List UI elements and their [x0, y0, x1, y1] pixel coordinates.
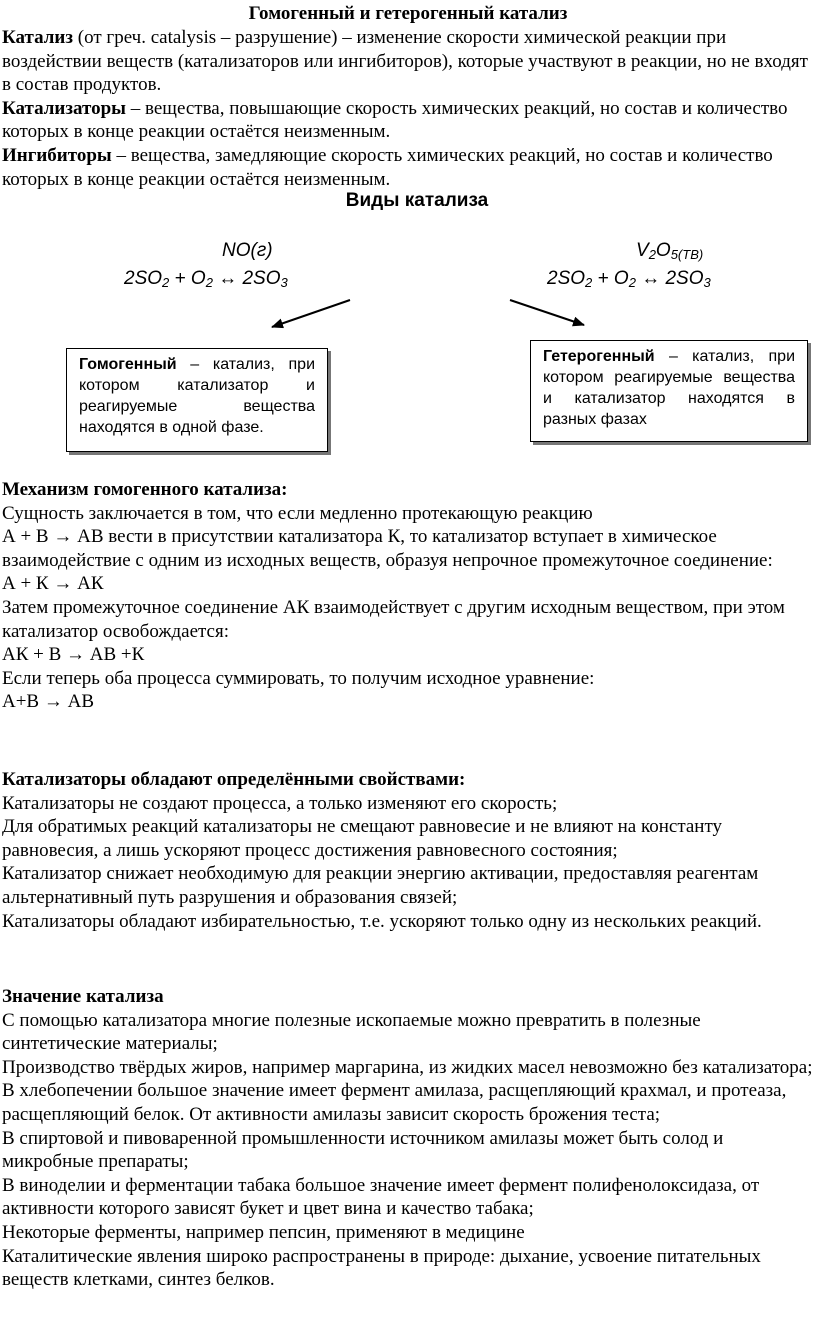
definition-inhibitors-text: – вещества, замедляющие скорость химических реакций, но состав и количество которых в конце реакции остаётся неизменным.	[2, 144, 773, 190]
term-inhibitors: Ингибиторы	[2, 144, 112, 166]
definition-kataliz-text: (от греч. catalysis – разрушение) – изменение скорости химической реакции при воздействии веществ (катализаторов или ингибиторов), которые участвуют в реакции, но не входят в состав продуктов.	[2, 27, 808, 96]
significance-line: В хлебопечении большое значение имеет фермент амилаза, расщепляющий крахмал, и протеаза, расщепляющий белок. От активности амилазы зависит скорость брожения теста;	[2, 1080, 787, 1125]
definition-catalysts-text: – вещества, повышающие скорость химических реакций, но состав и количество которых в конце реакции остаётся неизменным.	[2, 97, 788, 143]
properties-section	[2, 768, 814, 933]
page-title: Гомогенный и гетерогенный катализ	[248, 3, 568, 24]
properties-line: Катализаторы не создают процесса, а только изменяют его скорость;	[2, 792, 558, 814]
significance-line: Производство твёрдых жиров, например маргарина, из жидких масел невозможно без катализатора;	[2, 1056, 813, 1078]
arrow-left	[272, 300, 350, 327]
significance-section	[2, 985, 814, 1292]
heterogeneous-text: – катализ, при котором реагируемые вещества и катализатор находятся в разных фазах	[543, 348, 795, 428]
properties-line: Катализаторы обладают избирательностью, т.е. ускоряют только одну из нескольких реакций.	[2, 910, 762, 932]
heterogeneous-term: Гетерогенный	[543, 348, 655, 365]
arrow-right	[510, 300, 584, 325]
diagram-title: Виды катализа	[345, 190, 489, 211]
properties-heading: Катализаторы обладают определёнными свойствами:	[2, 769, 466, 790]
mechanism-line: Сущность заключается в том, что если медленно протекающую реакцию	[2, 502, 593, 524]
homogeneous-box	[66, 348, 328, 452]
significance-line: Некоторые ферменты, например пепсин, применяют в медицине	[2, 1221, 525, 1243]
left-equation-rendered: $2SO_2 + O_2$ ↔ $2SO_3$	[124, 268, 288, 290]
mechanism-line: А + В → АВ вести в присутствии катализатора К, то катализатор вступает в химическое взаимодействие с одним из исходных веществ, образуя непрочное промежуточное соединение:	[2, 526, 773, 571]
right-equation-rendered: $2SO_2 + O_2$ ↔ $2SO_3$	[547, 268, 711, 290]
mechanism-line: Затем промежуточное соединение АК взаимодействует с другим исходным веществом, при этом катализатор освобождается:	[2, 596, 785, 642]
mechanism-line: А + К → АК	[2, 573, 104, 595]
term-catalysts: Катализаторы	[2, 97, 127, 119]
homogeneous-term: Гомогенный	[79, 356, 177, 373]
homogeneous-text: – катализ, при котором катализатор и реагируемые вещества находятся в одной фазе.	[79, 356, 315, 436]
properties-line: Катализатор снижает необходимую для реакции энергию активации, предоставляя реагентам альтернативный путь разрушения и образования связей;	[2, 863, 759, 908]
heterogeneous-box	[530, 340, 808, 442]
significance-line: В виноделии и ферментации табака большое значение имеет фермент полифенолоксидаза, от активности которого зависят букет и цвет вина и качество табака;	[2, 1174, 760, 1220]
significance-line: С помощью катализатора многие полезные ископаемые можно превратить в полезные синтетические материалы;	[2, 1009, 701, 1055]
left-catalyst-rendered: NO(г)	[222, 240, 273, 261]
right-catalyst-rendered: $V_2O_{5(ТВ)}$	[636, 240, 704, 262]
significance-line: В спиртовой и пивоваренной промышленности источником амилазы может быть солод и микробные препараты;	[2, 1127, 724, 1173]
properties-line: Для обратимых реакций катализаторы не смещают равновесие и не влияют на константу равновесия, а лишь ускоряют процесс достижения равновесного состояния;	[2, 816, 723, 861]
mechanism-heading: Механизм гомогенного катализа:	[2, 479, 288, 500]
term-kataliz: Катализ	[2, 27, 74, 48]
mechanism-line: АК + В → АВ +К	[2, 644, 145, 666]
mechanism-line: Если теперь оба процесса суммировать, то получим исходное уравнение:	[2, 667, 595, 689]
mechanism-section	[2, 478, 814, 714]
mechanism-line: А+В → АВ	[2, 691, 95, 713]
significance-heading: Значение катализа	[2, 986, 164, 1007]
significance-line: Каталитические явления широко распространены в природе: дыхание, усвоение питательных веществ клетками, синтез белков.	[2, 1245, 761, 1291]
